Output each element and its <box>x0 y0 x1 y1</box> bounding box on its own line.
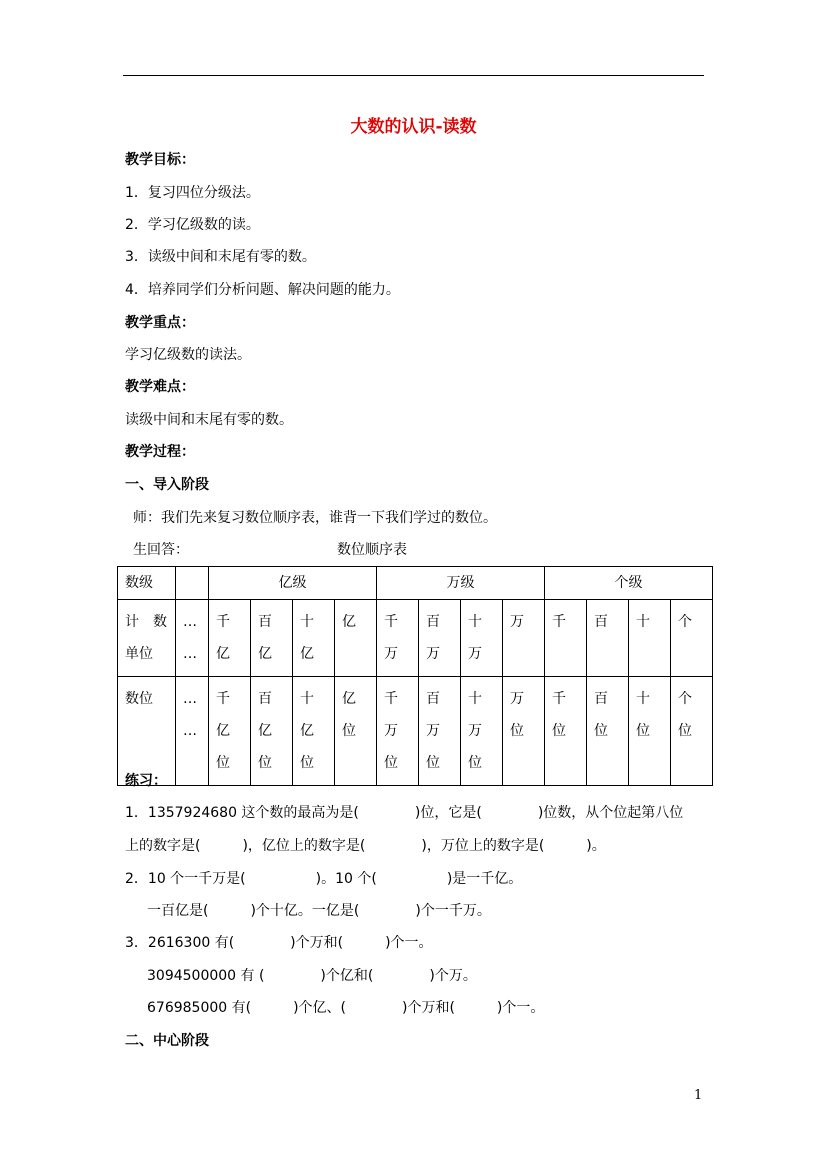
key-heading: 教学重点： <box>125 315 195 331</box>
cell-text: … <box>183 646 197 662</box>
cell-text: 计 数 <box>125 614 167 630</box>
table-cell <box>118 677 176 786</box>
cell-text: 十 <box>636 691 650 707</box>
page-title: 大数的认识-读数 <box>350 117 477 137</box>
cell-text: 千 <box>552 614 566 630</box>
table-cell: 数级 <box>118 567 176 600</box>
cell-text: 位 <box>552 723 566 739</box>
table-cell <box>671 600 713 677</box>
table-cell <box>461 677 503 786</box>
table-cell <box>629 677 671 786</box>
practice-line: 3094500000 有 ( )个亿和( )个万。 <box>147 968 477 984</box>
cell-text: … <box>183 691 197 707</box>
objective-item: 4．培养同学们分析问题、解决问题的能力。 <box>125 282 400 298</box>
teacher-line: 师：我们先来复习数位顺序表，谁背一下我们学过的数位。 <box>133 510 497 526</box>
practice-line: 676985000 有( )个亿、( )个万和( )个一。 <box>147 1000 545 1016</box>
cell-text: 万 <box>510 691 524 707</box>
practice-line: 上的数字是( )，亿位上的数字是( )，万位上的数字是( )。 <box>125 838 606 854</box>
difficulty-text: 读级中间和末尾有零的数。 <box>125 412 293 428</box>
student-line: 生回答： <box>133 542 189 558</box>
header-rule <box>123 75 704 76</box>
difficulty-heading: 教学难点： <box>125 379 195 395</box>
cell-text: 万 <box>384 646 398 662</box>
table-cell <box>251 600 293 677</box>
table-header-row <box>118 567 713 600</box>
cell-text: 单位 <box>125 646 153 662</box>
objective-item: 2．学习亿级数的读。 <box>125 217 260 233</box>
table-cell <box>587 600 629 677</box>
table-cell <box>209 677 251 786</box>
cell-text: 十 <box>468 691 482 707</box>
table-cell <box>335 600 377 677</box>
cell-text: 百 <box>594 691 608 707</box>
cell-text: 千 <box>216 614 230 630</box>
table-cell <box>176 600 209 677</box>
table-row <box>118 600 713 677</box>
cell-text: 亿 <box>300 646 314 662</box>
cell-text: 位 <box>216 755 230 771</box>
cell-text: 万 <box>468 723 482 739</box>
cell-text: 十 <box>636 614 650 630</box>
objective-item: 1．复习四位分级法。 <box>125 185 260 201</box>
cell-text: 十 <box>468 614 482 630</box>
cell-text: 千 <box>216 691 230 707</box>
cell-text: 位 <box>426 755 440 771</box>
table-cell <box>629 600 671 677</box>
cell-text: 千 <box>384 614 398 630</box>
table-cell <box>293 677 335 786</box>
cell-text: 数位 <box>125 691 153 707</box>
table-cell <box>545 600 587 677</box>
cell-text: 万 <box>426 646 440 662</box>
cell-text: 亿 <box>342 614 356 630</box>
cell-text: 位 <box>384 755 398 771</box>
cell-text: 亿 <box>300 723 314 739</box>
table-cell <box>671 677 713 786</box>
table-cell: 亿级 <box>209 567 377 600</box>
table-cell <box>461 600 503 677</box>
cell-text: 万 <box>468 646 482 662</box>
table-cell <box>377 600 419 677</box>
practice-heading: 练习： <box>125 773 167 789</box>
practice-line: 1．1357924680 这个数的最高为是( )位，它是( )位数，从个位起第八位 <box>125 805 684 821</box>
section1-heading: 一、导入阶段 <box>125 477 209 493</box>
cell-text: 位 <box>468 755 482 771</box>
objectives-heading: 教学目标： <box>125 152 195 168</box>
table-cell <box>419 600 461 677</box>
table-cell: 个级 <box>545 567 713 600</box>
table-cell <box>118 600 176 677</box>
cell-text: 位 <box>342 723 356 739</box>
table-cell <box>335 677 377 786</box>
cell-text: 亿 <box>258 723 272 739</box>
cell-text: 万 <box>426 723 440 739</box>
cell-text: 位 <box>510 723 524 739</box>
table-cell <box>377 677 419 786</box>
section2-heading: 二、中心阶段 <box>125 1033 209 1049</box>
cell-text: 十 <box>300 614 314 630</box>
table-row <box>118 677 713 786</box>
table-cell <box>251 677 293 786</box>
place-value-table <box>117 566 713 786</box>
cell-text: 千 <box>552 691 566 707</box>
cell-text: 百 <box>258 691 272 707</box>
cell-text: 万 <box>384 723 398 739</box>
cell-text: 亿 <box>258 646 272 662</box>
cell-text: 个 <box>678 691 692 707</box>
objective-item: 3．读级中间和末尾有零的数。 <box>125 249 316 265</box>
process-heading: 教学过程： <box>125 444 195 460</box>
cell-text: … <box>183 723 197 739</box>
table-cell: 万级 <box>377 567 545 600</box>
table-cell <box>503 677 545 786</box>
cell-text: 亿 <box>216 723 230 739</box>
table-cell <box>293 600 335 677</box>
table-cell <box>419 677 461 786</box>
cell-text: 十 <box>300 691 314 707</box>
practice-line: 3．2616300 有( )个万和( )个一。 <box>125 935 433 951</box>
cell-text: 亿 <box>342 691 356 707</box>
cell-text: 位 <box>258 755 272 771</box>
practice-line: 2．10 个一千万是( )。10 个( )是一千亿。 <box>125 871 523 887</box>
table-caption: 数位顺序表 <box>337 542 407 558</box>
cell-text: … <box>183 614 197 630</box>
practice-line: 一百亿是( )个十亿。一亿是( )个一千万。 <box>147 903 491 919</box>
cell-text: 千 <box>384 691 398 707</box>
cell-text: 万 <box>510 614 524 630</box>
table-cell <box>209 600 251 677</box>
cell-text: 百 <box>258 614 272 630</box>
table-cell <box>176 567 209 600</box>
cell-text: 亿 <box>216 646 230 662</box>
table-cell <box>545 677 587 786</box>
key-text: 学习亿级数的读法。 <box>125 347 251 363</box>
cell-text: 位 <box>594 723 608 739</box>
cell-text: 百 <box>594 614 608 630</box>
table-cell <box>176 677 209 786</box>
cell-text: 位 <box>636 723 650 739</box>
cell-text: 百 <box>426 614 440 630</box>
cell-text: 位 <box>678 723 692 739</box>
table-cell <box>587 677 629 786</box>
cell-text: 位 <box>300 755 314 771</box>
cell-text: 百 <box>426 691 440 707</box>
page-number: 1 <box>694 1088 703 1103</box>
cell-text: 个 <box>678 614 692 630</box>
table-cell <box>503 600 545 677</box>
